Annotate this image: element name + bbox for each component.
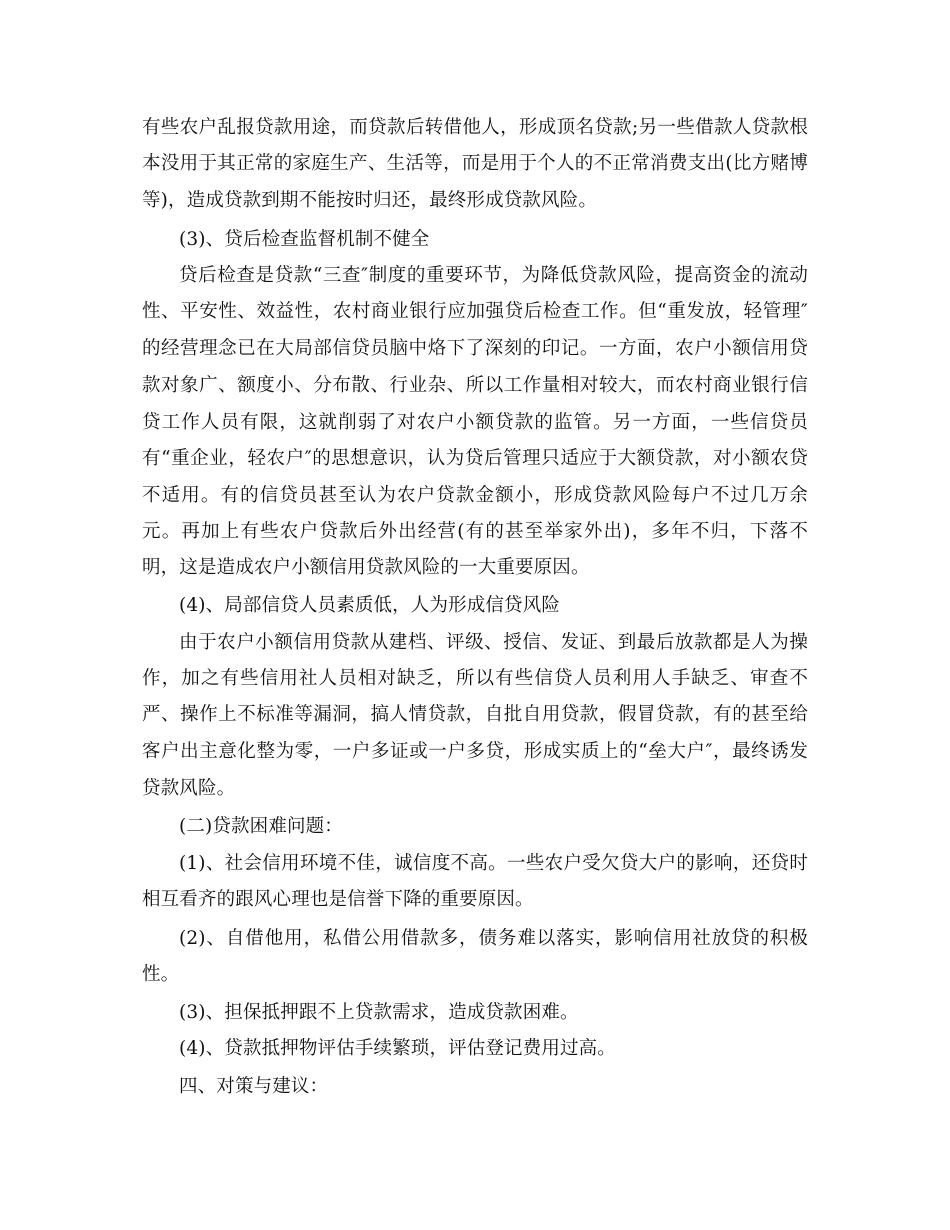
text-line: 的经营理念已在大局部信贷员脑中烙下了深刻的印记。一方面，农户小额信用贷 xyxy=(142,338,808,359)
text-line: 有些农户乱报贷款用途，而贷款后转借他人，形成顶名贷款;另一些借款人贷款根 xyxy=(142,117,808,138)
text-line: 作，加之有些信用社人员相对缺乏，所以有些信贷人员利用人手缺乏、审查不 xyxy=(142,668,808,689)
text-line: 客户出主意化整为零，一户多证或一户多贷，形成实质上的“垒大户″，最终诱发 xyxy=(142,741,808,762)
text-line: 严、操作上不标准等漏洞，搞人情贷款，自批自用贷款，假冒贷款，有的甚至给 xyxy=(142,704,808,725)
text-line: 性、平安性、效益性，农村商业银行应加强贷后检查工作。但“重发放，轻管理″ xyxy=(142,301,808,322)
text-line: 相互看齐的跟风心理也是信誉下降的重要原因。 xyxy=(142,889,534,910)
text-line: 元。再加上有些农户贷款后外出经营(有的甚至举家外出)，多年不归，下落不 xyxy=(142,521,808,542)
text-line: 性。 xyxy=(142,964,180,985)
section-heading: (3)、贷后检查监督机制不健全 xyxy=(179,229,430,250)
text-line: 由于农户小额信用贷款从建档、评级、授信、发证、到最后放款都是人为操 xyxy=(179,632,808,653)
text-line: (2)、自借他用，私借公用借款多，债务难以落实，影响信用社放贷的积极 xyxy=(179,928,808,949)
section-heading: 四、对策与建议： xyxy=(179,1076,329,1097)
text-line: (3)、担保抵押跟不上贷款需求，造成贷款困难。 xyxy=(179,1002,579,1023)
text-line: 贷后检查是贷款“三查″制度的重要环节，为降低贷款风险，提高资金的流动 xyxy=(179,265,808,286)
text-line: 本没用于其正常的家庭生产、生活等，而是用于个人的不正常消费支出(比方赌博 xyxy=(142,153,808,174)
section-heading: (4)、局部信贷人员素质低，人为形成信贷风险 xyxy=(179,595,561,616)
text-line: 明，这是造成农户小额信用贷款风险的一大重要原因。 xyxy=(142,557,590,578)
section-heading: (二)贷款困难问题： xyxy=(179,816,343,837)
text-line: 贷工作人员有限，这就削弱了对农户小额贷款的监管。另一方面，一些信贷员 xyxy=(142,412,808,433)
text-line: 等)，造成贷款到期不能按时归还，最终形成贷款风险。 xyxy=(142,190,597,211)
text-line: 款对象广、额度小、分布散、行业杂、所以工作量相对较大，而农村商业银行信 xyxy=(142,375,808,396)
text-line: (1)、社会信用环境不佳，诚信度不高。一些农户受欠贷大户的影响，还贷时 xyxy=(179,853,808,874)
text-line: (4)、贷款抵押物评估手续繁琐，评估登记费用过高。 xyxy=(179,1038,616,1059)
text-line: 有“重企业，轻农户″的思想意识，认为贷后管理只适应于大额贷款，对小额农贷 xyxy=(142,448,808,469)
text-line: 贷款风险。 xyxy=(142,778,236,799)
text-line: 不适用。有的信贷员甚至认为农户贷款金额小，形成贷款风险每户不过几万余 xyxy=(142,485,808,506)
